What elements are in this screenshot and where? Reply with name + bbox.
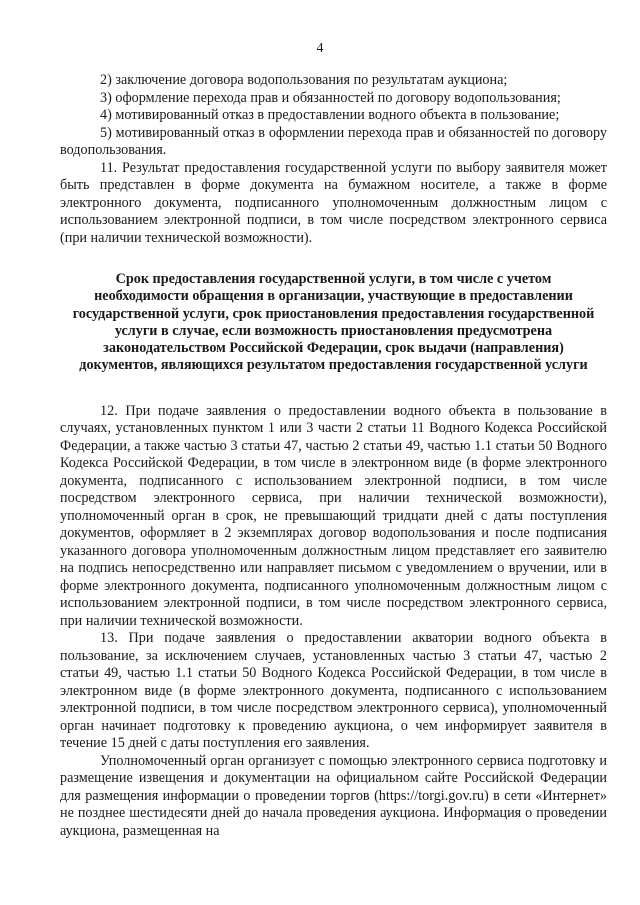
list-item-3: 3) оформление перехода прав и обязанностей по договору водопользования; xyxy=(100,89,561,106)
paragraph-11: 11. Результат предоставления государственной услуги по выбору заявителя может быть представлен в форме документа на бумажном носителе, а также в форме электронного документа, подписанного уполномоченным должностным лицом с использованием электронной подписи, в том числе посредством электронного сервиса (при наличии технической возможности). xyxy=(60,159,607,246)
paragraph-13: 13. При подаче заявления о предоставлении акватории водного объекта в пользование, за исключением случаев, установленных частью 3 статьи 47, частью 2 статьи 49, частью 1.1 статьи 50 Водного Кодекса Российской Федерации, в том числе в электронном виде (в форме электронного документа, подписанного с использованием электронной подписи, в том числе посредством электронного сервиса), уполномоченный орган начинает подготовку к проведению аукциона, о чем информирует заявителя в течение 15 дней с даты поступления его заявления. xyxy=(60,630,607,752)
page-number: 4 xyxy=(316,41,324,56)
document-body xyxy=(60,72,607,840)
list-item-2: 2) заключение договора водопользования по результатам аукциона; xyxy=(100,72,508,88)
list-item-5: 5) мотивированный отказ в оформлении перехода прав и обязанностей по договору водопользования. xyxy=(60,124,607,158)
paragraph-12: 12. При подаче заявления о предоставлении водного объекта в пользование в случаях, установленных пунктом 1 или 3 части 2 статьи 11 Водного Кодекса Российской Федерации, а также частью 3 статьи 47, частью 2 статьи 49, частью 1.1 статьи 50 Водного Кодекса Российской Федерации, в том числе в электронном виде (в форме электронного документа, подписанного с использованием электронной подписи, в том числе посредством электронного сервиса, при наличии технической возможности), уполномоченный орган в срок, не превышающий тридцати дней с даты поступления документов, оформляет в 2 экземплярах договор водопользования и после подписания указанного договора уполномоченным должностным лицом представляет его заявителю на подпись непосредственно или направляет письмом с уведомлением о вручении, или в форме электронного документа, подписанного уполномоченным должностным лицом с использованием электронной подписи, в том числе посредством электронного сервиса, при наличии технической возможности. xyxy=(60,402,607,629)
paragraph-auction-notice: Уполномоченный орган организует с помощью электронного сервиса подготовку и размещение извещения и документации на официальном сайте Российской Федерации для размещения информации о проведении торгов (https://torgi.gov.ru) в сети «Интернет» не позднее шестидесяти дней до начала проведения аукциона. Информация о проведении аукциона, размещенная на xyxy=(60,752,607,839)
section-heading: Срок предоставления государственной услуги, в том числе с учетом необходимости обращения в организации, участвующие в предоставлении государственной услуги, срок приостановления предоставления государственной услуги в случае, если возможность приостановления предусмотрена законодательством Российской Федерации, срок выдачи (направления) документов, являющихся результатом предоставления государственной услуги xyxy=(72,271,595,374)
list-item-4: 4) мотивированный отказ в предоставлении водного объекта в пользование; xyxy=(100,107,560,123)
